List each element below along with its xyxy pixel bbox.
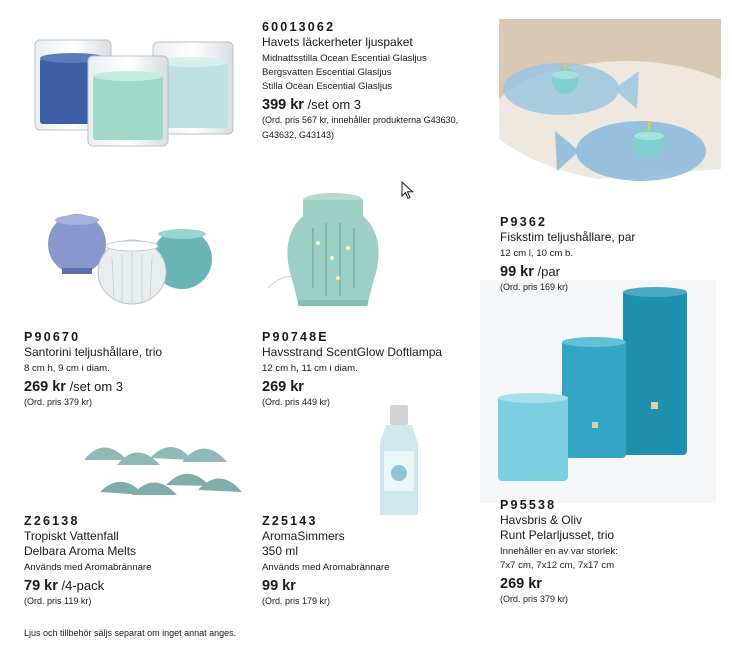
detail: 7x7 cm, 7x12 cm, 7x17 cm — [500, 560, 615, 571]
price-suffix: /par — [537, 264, 560, 279]
scentglow-lamp-image — [268, 188, 398, 313]
product-60013062 — [262, 20, 498, 141]
product-Z25143 — [262, 514, 482, 607]
product-name-line2: Delbara Aroma Melts — [24, 544, 137, 558]
detail: 12 cm l, 10 cm b. — [500, 248, 574, 259]
product-name: Havsstrand ScentGlow Doftlampa — [262, 345, 443, 359]
detail: Bergsvatten Escential Glasljus — [262, 67, 392, 78]
price-value: 269 kr — [262, 379, 304, 395]
product-Z26138 — [24, 514, 244, 607]
price-suffix: /set om 3 — [69, 379, 124, 394]
price-value: 99 kr — [500, 264, 534, 280]
aroma-melts-image — [82, 430, 247, 510]
mouse-cursor-icon — [401, 181, 415, 201]
price-value: 79 kr — [24, 578, 58, 594]
sku: 60013062 — [262, 20, 336, 34]
price — [24, 378, 244, 396]
sku: P90670 — [24, 330, 81, 344]
product-P95538 — [500, 498, 725, 605]
original-price: G43632, G43143) — [262, 130, 335, 140]
sku: Z25143 — [262, 514, 318, 528]
product-P90670 — [24, 330, 244, 408]
detail: Används med Aromabrännare — [24, 562, 152, 573]
original-price: (Ord. pris 119 kr) — [24, 596, 92, 606]
original-price: (Ord. pris 449 kr) — [262, 397, 331, 407]
detail: 12 cm h, 11 cm i diam. — [262, 363, 358, 374]
detail: Stilla Ocean Escential Glasljus — [262, 81, 393, 92]
product-name: Havets läckerheter ljuspaket — [262, 35, 413, 49]
product-P90748E — [262, 330, 482, 408]
product-name-line2: Runt Pelarljusset, trio — [500, 528, 615, 542]
detail: Midnattsstilla Ocean Escential Glasljus — [262, 53, 427, 64]
price — [500, 575, 725, 593]
product-name-line2: 350 ml — [262, 544, 299, 558]
sku: Z26138 — [24, 514, 80, 528]
product-name: Tropiskt Vattenfall — [24, 529, 119, 543]
original-price: (Ord. pris 567 kr, innehåller produkterna G43630, — [262, 115, 459, 125]
original-price: (Ord. pris 169 kr) — [500, 282, 569, 292]
sku: P90748E — [262, 330, 329, 344]
price-value: 269 kr — [500, 576, 542, 592]
price-value: 99 kr — [262, 578, 296, 594]
price-suffix: /set om 3 — [307, 97, 362, 112]
fish-holder-image — [499, 19, 721, 202]
santorini-holder-image — [42, 204, 222, 314]
product-name: Havsbris & Oliv — [500, 513, 583, 527]
price-suffix: /4-pack — [61, 578, 105, 593]
sku: P9362 — [500, 215, 548, 229]
price-value: 269 kr — [24, 379, 66, 395]
product-P9362 — [500, 215, 720, 293]
footer-note: Ljus och tillbehör säljs separat om inget annat anges. — [24, 628, 237, 638]
aromasimmers-bottle-image — [372, 403, 426, 518]
sku: P95538 — [500, 498, 557, 512]
detail: Används med Aromabrännare — [262, 562, 390, 573]
detail: 8 cm h, 9 cm i diam. — [24, 363, 110, 374]
price — [500, 263, 720, 281]
price — [262, 96, 498, 114]
product-name: Fiskstim teljushållare, par — [500, 230, 636, 244]
original-price: (Ord. pris 179 kr) — [262, 596, 331, 606]
price-value: 399 kr — [262, 97, 304, 113]
original-price: (Ord. pris 379 kr) — [24, 397, 93, 407]
original-price: (Ord. pris 379 kr) — [500, 594, 569, 604]
pillar-candles-image — [480, 280, 716, 503]
price — [262, 378, 482, 396]
product-name: Santorini teljushållare, trio — [24, 345, 163, 359]
detail: Innehåller en av var storlek: — [500, 546, 618, 557]
price — [262, 577, 482, 595]
product-name: AromaSimmers — [262, 529, 345, 543]
price — [24, 577, 244, 595]
candle-set-image — [30, 30, 240, 150]
